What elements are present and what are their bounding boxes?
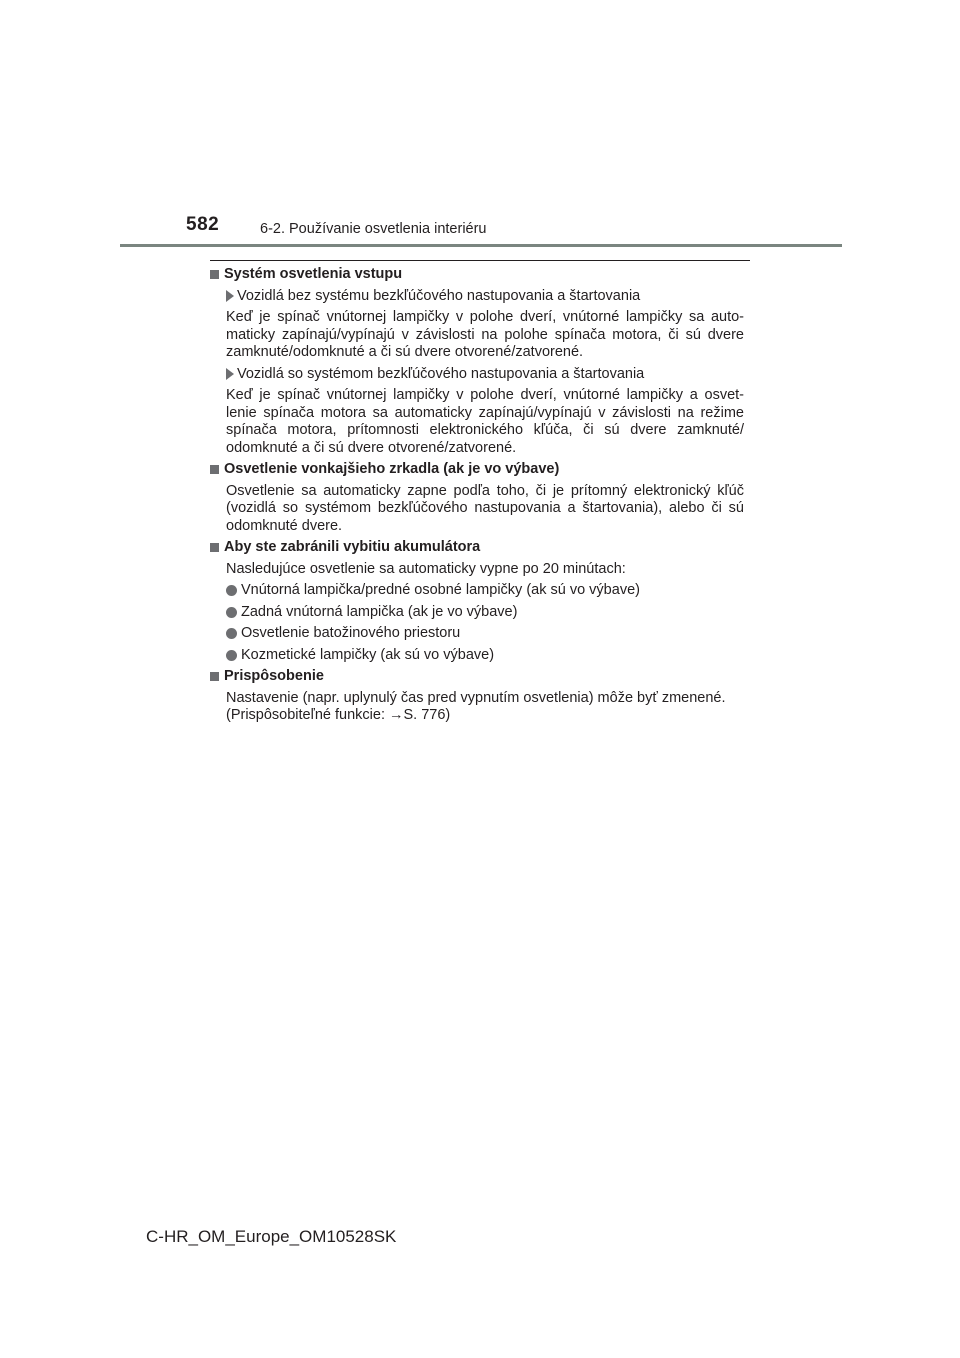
subheading-text: Vozidlá so systémom bezkľúčového nastupovania a štartovania	[237, 365, 645, 382]
section-body-customization	[210, 690, 744, 725]
section-heading-entry	[210, 266, 744, 284]
header-divider	[120, 244, 842, 247]
section-heading-text: Aby ste zabránili vybitiu akumulátora	[224, 539, 481, 555]
section-body-entry	[210, 288, 744, 458]
arrow-right-icon: →	[389, 707, 404, 723]
chapter-title: 6-2. Používanie osvetlenia interiéru	[260, 221, 487, 237]
page-number: 582	[186, 214, 220, 235]
section-divider	[210, 260, 750, 261]
section-heading-text: Osvetlenie vonkajšieho zrkadla (ak je vo výbave)	[224, 461, 560, 477]
paragraph: Nasledujúce osvetlenie sa automaticky vypne po 20 minútach:	[226, 560, 626, 577]
cross-reference-link[interactable]: S. 776)	[403, 707, 451, 723]
square-bullet-icon	[210, 672, 219, 681]
section-heading-customization	[210, 668, 744, 686]
square-bullet-icon	[210, 270, 219, 279]
subheading-without-keyless	[226, 288, 744, 306]
triangle-right-icon	[226, 368, 234, 380]
page-content	[210, 266, 744, 725]
section-heading-mirror	[210, 461, 744, 479]
list-item-text: Vnútorná lampička/predné osobné lampičky (ak sú vo výbave)	[241, 582, 640, 598]
cross-reference	[226, 707, 744, 725]
triangle-right-icon	[226, 290, 234, 302]
circle-bullet-icon	[226, 607, 237, 618]
circle-bullet-icon	[226, 585, 237, 596]
list-item-text: Zadná vnútorná lampička (ak je vo výbave)	[241, 603, 518, 620]
paragraph: Nastavenie (napr. uplynulý čas pred vypnutím osvetlenia) môže byť zmenené.	[226, 689, 726, 706]
section-body-battery	[210, 561, 744, 665]
section-heading-battery	[210, 539, 744, 557]
list-item	[226, 647, 744, 665]
square-bullet-icon	[210, 465, 219, 474]
paragraph: Osvetlenie sa automaticky zapne podľa toho, či je prítomný elektronický kľúč (vozidlá so systémom bezkľúčového nastupovania a štartovania), alebo či sú odomknuté dvere.	[226, 482, 744, 534]
list-item	[226, 625, 744, 643]
section-heading-text: Systém osvetlenia vstupu	[224, 266, 403, 282]
subheading-with-keyless	[226, 366, 744, 384]
section-heading-text: Prispôsobenie	[224, 668, 324, 684]
circle-bullet-icon	[226, 650, 237, 661]
list-item	[226, 582, 744, 600]
list-item-text: Kozmetické lampičky (ak sú vo výbave)	[241, 646, 495, 663]
circle-bullet-icon	[226, 628, 237, 639]
cross-reference-prefix: (Prispôsobiteľné funkcie:	[226, 707, 390, 723]
list-item-text: Osvetlenie batožinového priestoru	[241, 625, 461, 641]
square-bullet-icon	[210, 543, 219, 552]
document-code: C-HR_OM_Europe_OM10528SK	[146, 1227, 397, 1246]
section-body-mirror	[210, 483, 744, 536]
list-item	[226, 604, 744, 622]
paragraph: Keď je spínač vnútornej lampičky v polohe dverí, vnútorné lampičky sa auto-maticky zapínajú/vypínajú v závislosti na polohe spínača motora, či sú dvere zamknuté/odomknuté a či sú dvere otvorené/zatvorené.	[226, 309, 744, 360]
paragraph: Keď je spínač vnútornej lampičky v polohe dverí, vnútorné lampičky a osvet-lenie spínača motora sa automaticky zapínajú/vypínajú v závislosti na režime spínača motora, prítomnosti elektronického kľúča, či sú dvere zamknuté/ odomknuté a či sú dvere otvorené/zatvorené.	[226, 387, 744, 456]
subheading-text: Vozidlá bez systému bezkľúčového nastupovania a štartovania	[237, 287, 641, 304]
